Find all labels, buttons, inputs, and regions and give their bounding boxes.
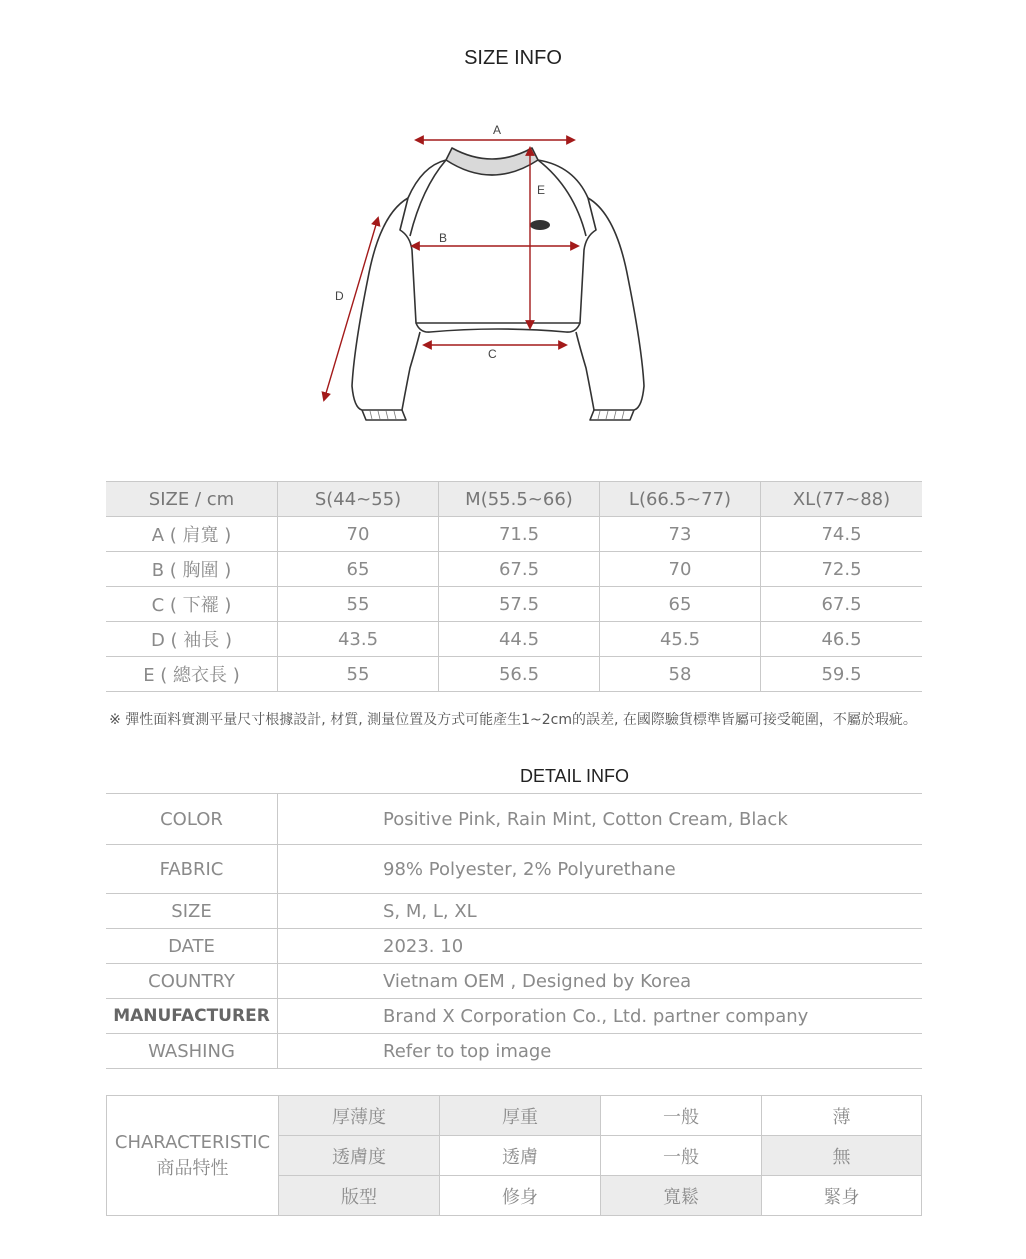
detail-value: 2023. 10 bbox=[278, 929, 923, 964]
size-table bbox=[106, 481, 922, 692]
char-opt: 一般 bbox=[601, 1136, 762, 1176]
cell: 59.5 bbox=[761, 657, 923, 692]
cell: 44.5 bbox=[439, 622, 600, 657]
char-attr: 透膚度 bbox=[279, 1136, 440, 1176]
detail-key: COUNTRY bbox=[106, 964, 278, 999]
cell: 71.5 bbox=[439, 517, 600, 552]
measurement-note: ※ 彈性面料實測平量尺寸根據設計, 材質, 測量位置及方式可能產生1~2cm的誤差, 在國際驗貨標準皆屬可接受範圍，不屬於瑕疵。 bbox=[109, 712, 917, 728]
cell: 46.5 bbox=[761, 622, 923, 657]
char-attr: 厚薄度 bbox=[279, 1096, 440, 1136]
detail-key: MANUFACTURER bbox=[106, 999, 278, 1034]
cell: 55 bbox=[278, 587, 439, 622]
cell: 67.5 bbox=[761, 587, 923, 622]
detail-key: WASHING bbox=[106, 1034, 278, 1069]
detail-value: 98% Polyester, 2% Polyurethane bbox=[278, 845, 923, 894]
label-a: A bbox=[493, 123, 502, 137]
cell: 72.5 bbox=[761, 552, 923, 587]
size-table-header bbox=[106, 482, 922, 517]
cell: 65 bbox=[600, 587, 761, 622]
row-label: B ( 胸圍 ) bbox=[106, 552, 278, 587]
cell: 65 bbox=[278, 552, 439, 587]
table-row bbox=[106, 894, 922, 929]
header-xl: XL(77~88) bbox=[761, 482, 923, 517]
characteristic-label-en: CHARACTERISTIC bbox=[114, 1131, 271, 1153]
detail-value: Vietnam OEM , Designed by Korea bbox=[278, 964, 923, 999]
char-opt: 無 bbox=[762, 1136, 922, 1176]
table-row bbox=[106, 999, 922, 1034]
cell: 56.5 bbox=[439, 657, 600, 692]
table-row bbox=[106, 622, 922, 657]
detail-key: COLOR bbox=[106, 794, 278, 845]
detail-value: Positive Pink, Rain Mint, Cotton Cream, Black bbox=[278, 794, 923, 845]
detail-table bbox=[106, 793, 922, 1069]
sweatshirt-diagram bbox=[310, 118, 650, 440]
characteristic-label-zh: 商品特性 bbox=[156, 1157, 229, 1179]
detail-key: SIZE bbox=[106, 894, 278, 929]
detail-info-title: DETAIL INFO bbox=[519, 766, 629, 786]
table-row bbox=[106, 929, 922, 964]
header-m: M(55.5~66) bbox=[439, 482, 600, 517]
detail-value: S, M, L, XL bbox=[278, 894, 923, 929]
detail-value: Brand X Corporation Co., Ltd. partner company bbox=[278, 999, 923, 1034]
cell: 74.5 bbox=[761, 517, 923, 552]
characteristic-label bbox=[107, 1096, 279, 1216]
char-opt: 厚重 bbox=[440, 1096, 601, 1136]
table-row bbox=[106, 794, 922, 845]
table-row bbox=[106, 1034, 922, 1069]
row-label: C ( 下襬 ) bbox=[106, 587, 278, 622]
label-b: B bbox=[439, 231, 448, 245]
cell: 45.5 bbox=[600, 622, 761, 657]
detail-value: Refer to top image bbox=[278, 1034, 923, 1069]
table-row bbox=[106, 964, 922, 999]
cell: 73 bbox=[600, 517, 761, 552]
table-row bbox=[107, 1096, 922, 1136]
detail-key: FABRIC bbox=[106, 845, 278, 894]
detail-key: DATE bbox=[106, 929, 278, 964]
row-label: E ( 總衣長 ) bbox=[106, 657, 278, 692]
label-e: E bbox=[537, 183, 546, 197]
cell: 70 bbox=[278, 517, 439, 552]
cell: 55 bbox=[278, 657, 439, 692]
row-label: A ( 肩寬 ) bbox=[106, 517, 278, 552]
char-opt: 透膚 bbox=[440, 1136, 601, 1176]
characteristic-table bbox=[106, 1095, 922, 1216]
cell: 67.5 bbox=[439, 552, 600, 587]
cell: 58 bbox=[600, 657, 761, 692]
table-row bbox=[106, 517, 922, 552]
header-size-cm: SIZE / cm bbox=[106, 482, 278, 517]
row-label: D ( 袖長 ) bbox=[106, 622, 278, 657]
char-opt: 薄 bbox=[762, 1096, 922, 1136]
label-d: D bbox=[335, 289, 344, 303]
label-c: C bbox=[488, 347, 497, 361]
cell: 70 bbox=[600, 552, 761, 587]
table-row bbox=[106, 657, 922, 692]
header-l: L(66.5~77) bbox=[600, 482, 761, 517]
table-row bbox=[106, 845, 922, 894]
cell: 57.5 bbox=[439, 587, 600, 622]
char-attr: 版型 bbox=[279, 1176, 440, 1216]
table-row bbox=[106, 552, 922, 587]
cell: 43.5 bbox=[278, 622, 439, 657]
size-info-title: SIZE INFO bbox=[464, 47, 562, 69]
header-s: S(44~55) bbox=[278, 482, 439, 517]
char-opt: 修身 bbox=[440, 1176, 601, 1216]
char-opt: 一般 bbox=[601, 1096, 762, 1136]
char-opt: 緊身 bbox=[762, 1176, 922, 1216]
table-row bbox=[106, 587, 922, 622]
char-opt: 寬鬆 bbox=[601, 1176, 762, 1216]
